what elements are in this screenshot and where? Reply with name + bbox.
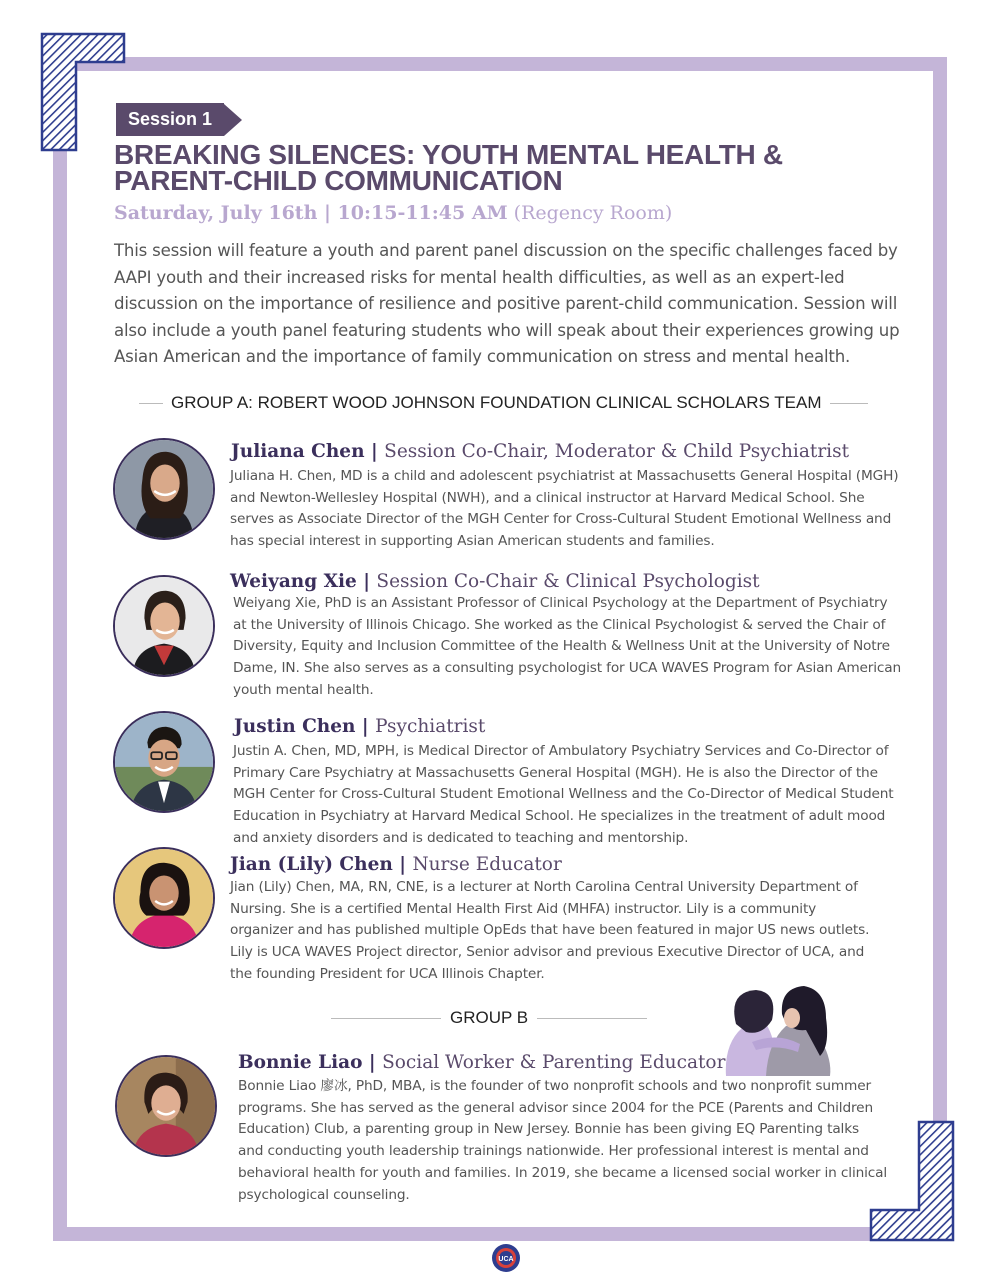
speaker-name: Weiyang Xie — [230, 571, 357, 592]
portrait-image — [115, 577, 213, 675]
name-separator: | — [362, 1052, 383, 1073]
portrait-image — [117, 1057, 215, 1155]
session-title-line-2: PARENT-CHILD COMMUNICATION — [114, 165, 563, 196]
divider-line — [830, 403, 868, 404]
speaker-role: Session Co-Chair, Moderator & Child Psychiatrist — [384, 441, 850, 462]
session-title-line-1: BREAKING SILENCES: YOUTH MENTAL HEALTH & — [114, 139, 783, 170]
speaker-role: Social Worker & Parenting Educator — [382, 1052, 726, 1073]
uca-logo-text: UCA — [498, 1256, 514, 1263]
group-a-label: GROUP A: ROBERT WOOD JOHNSON FOUNDATION CLINICAL SCHOLARS TEAM — [171, 393, 822, 412]
speaker-name: Juliana Chen — [231, 441, 365, 462]
portrait-image — [115, 713, 213, 811]
speaker-juliana-chen-bio: Juliana H. Chen, MD is a child and adolescent psychiatrist at Massachusetts General Hospital (MGH) and Newton-Wellesley Hospital (NWH), and a clinical instructor at Harvard Medical School. She serves as Associate Director of the MGH Center for Cross-Cultural Student Emotional Wellness and has special interest in supporting Asian American students and families. — [230, 468, 899, 550]
uca-logo — [491, 1243, 521, 1273]
speaker-role: Session Co-Chair & Clinical Psychologist — [376, 571, 760, 592]
name-separator: | — [364, 441, 385, 462]
session-tag-arrow — [224, 104, 242, 136]
session-description: This session will feature a youth and parent panel discussion on the specific challenges faced by AAPI youth and their increased risks for mental health difficulties, as well as an expert-led discussion on the importance of resilience and positive parent-child communication. Session will also include a youth panel featuring students who will speak about their experiences growing up Asian American and the importance of family communication on stress and mental health. — [114, 241, 900, 366]
divider-line — [331, 1018, 441, 1019]
avatar-jian-lily-chen — [113, 847, 215, 949]
group-b-heading — [331, 1008, 647, 1028]
session-datetime — [114, 202, 672, 224]
speaker-justin-chen-heading — [234, 716, 485, 737]
corner-decoration-top-left — [40, 32, 126, 152]
name-separator: | — [355, 716, 376, 737]
session-tag — [116, 103, 242, 136]
speaker-role: Nurse Educator — [412, 854, 562, 875]
avatar-justin-chen — [113, 711, 215, 813]
avatar-bonnie-liao — [115, 1055, 217, 1157]
divider-line — [139, 403, 163, 404]
speaker-weiyang-xie-bio: Weiyang Xie, PhD is an Assistant Professor of Clinical Psychology at the Department of Psychiatry at the University of Illinois Chicago. She worked as the Clinical Psychologist & served the Chair of Diversity, Equity and Inclusion Committee of the Health & Wellness Unit at the University of Notre Dame, IN. She also serves as a consulting psychologist for UCA WAVES Program for Asian American youth mental health. — [233, 595, 902, 698]
speaker-jian-lily-chen-heading — [230, 854, 562, 875]
speaker-role: Psychiatrist — [375, 716, 486, 737]
speaker-name: Jian (Lily) Chen — [230, 854, 393, 875]
avatar-juliana-chen — [113, 438, 215, 540]
group-a-heading — [139, 393, 868, 413]
speaker-bonnie-liao-heading — [238, 1052, 725, 1073]
speaker-weiyang-xie-heading — [230, 571, 760, 592]
session-time: 10:15-11:45 AM — [337, 202, 508, 224]
speaker-justin-chen-bio: Justin A. Chen, MD, MPH, is Medical Director of Ambulatory Psychiatry Services and Co-Director of Primary Care Psychiatry at Massachusetts General Hospital (MGH). He is also the Director of the MGH Center for Cross-Cultural Student Emotional Wellness and the Co-Director of Medical Student Education in Psychiatry at Harvard Medical School. He specializes in the treatment of adult mood and anxiety disorders and is dedicated to teaching and mentorship. — [233, 743, 894, 846]
avatar-weiyang-xie — [113, 575, 215, 677]
divider-line — [537, 1018, 647, 1019]
datetime-separator: | — [317, 202, 338, 224]
name-separator: | — [356, 571, 377, 592]
session-tag-label: Session 1 — [116, 103, 224, 136]
group-b-label: GROUP B — [450, 1008, 529, 1027]
hug-illustration — [722, 984, 834, 1076]
portrait-image — [115, 849, 213, 947]
name-separator: | — [392, 854, 413, 875]
speaker-name: Justin Chen — [234, 716, 356, 737]
portrait-image — [115, 440, 213, 538]
speaker-juliana-chen-heading — [231, 441, 849, 462]
speaker-bonnie-liao-bio: Bonnie Liao 廖冰, PhD, MBA, is the founder of two nonprofit schools and two nonprofit summer programs. She has served as the general advisor since 2004 for the PCE (Parents and Children Education) Club, a parenting group in New Jersey. Bonnie has been giving EQ Parenting talks and conducting youth leadership trainings nationwide. Her professional interest is mental and behavioral health for youth and families. In 2019, she became a licensed social worker in clinical psychological counseling. — [238, 1078, 888, 1203]
session-date: Saturday, July 16th — [114, 202, 318, 224]
speaker-jian-lily-chen-bio: Jian (Lily) Chen, MA, RN, CNE, is a lecturer at North Carolina Central University Department of Nursing. She is a certified Mental Health First Aid (MHFA) instructor. Lily is a community organizer and has published multiple OpEds that have been featured in major US news outlets. Lily is UCA WAVES Project director, Senior advisor and previous Executive Director of UCA, and the founding President for UCA Illinois Chapter. — [230, 879, 870, 982]
session-room: (Regency Room) — [507, 202, 673, 224]
speaker-name: Bonnie Liao — [238, 1052, 363, 1073]
session-title — [114, 139, 874, 196]
